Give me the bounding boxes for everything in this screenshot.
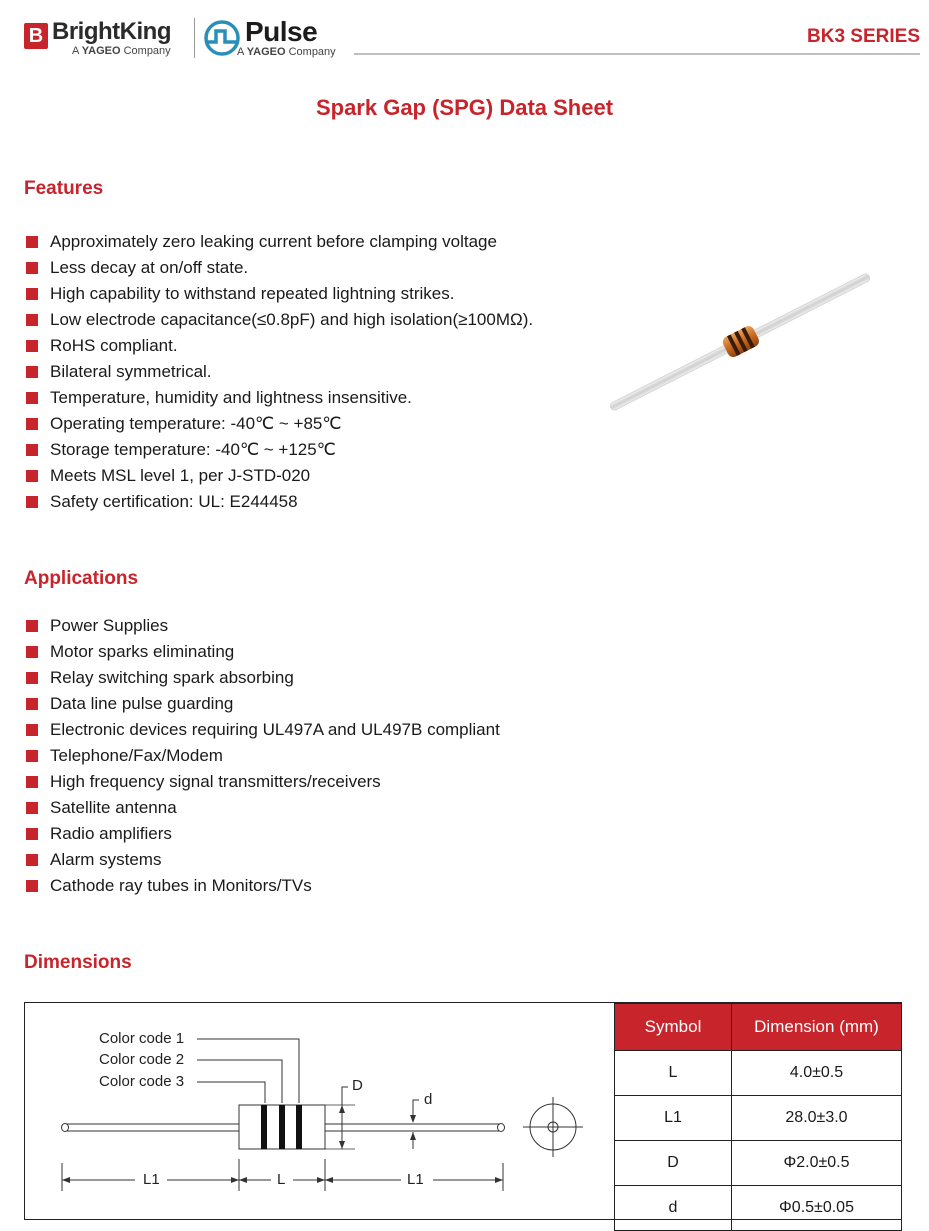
list-item-text: Less decay at on/off state. (50, 258, 249, 277)
dimension-drawing (25, 1003, 615, 1219)
list-item-text: Meets MSL level 1, per J-STD-020 (50, 466, 311, 485)
list-item (24, 847, 500, 873)
bullet-square-icon (26, 672, 38, 684)
bullet-square-icon (26, 620, 38, 632)
cell-dimension: Φ0.5±0.05 (732, 1186, 902, 1231)
spark-gap-component-image (600, 252, 880, 432)
list-item-text: Satellite antenna (50, 798, 177, 817)
bullet-square-icon (26, 854, 38, 866)
list-item (24, 281, 533, 307)
list-item (24, 437, 533, 463)
list-item-text: Electronic devices requiring UL497A and UL497B compliant (50, 720, 500, 739)
brightking-sub-company: Company (123, 45, 171, 57)
list-item (24, 333, 533, 359)
list-item-text: Cathode ray tubes in Monitors/TVs (50, 876, 312, 895)
bullet-square-icon (26, 288, 38, 300)
list-item-text: Motor sparks eliminating (50, 642, 235, 661)
list-item-text: High frequency signal transmitters/receivers (50, 772, 381, 791)
page-title: Spark Gap (SPG) Data Sheet (315, 95, 614, 120)
pulse-subtitle (237, 46, 336, 58)
page-header (0, 0, 929, 70)
table-row (615, 1141, 902, 1186)
list-item (24, 665, 500, 691)
cell-symbol: d (615, 1186, 732, 1231)
table-header-row (615, 1004, 902, 1051)
list-item (24, 743, 500, 769)
list-item (24, 821, 500, 847)
list-item-text: Radio amplifiers (50, 824, 172, 843)
color-code-2-label: Color code 2 (99, 1051, 185, 1068)
pulse-sub-company: Company (288, 46, 336, 58)
list-item (24, 359, 533, 385)
L1-right-label: L1 (407, 1171, 424, 1188)
list-item (24, 873, 500, 899)
bullet-square-icon (26, 314, 38, 326)
color-code-3-label: Color code 3 (99, 1073, 185, 1090)
dimensions-heading: Dimensions (24, 952, 132, 973)
list-item-text: High capability to withstand repeated lightning strikes. (50, 284, 455, 303)
applications-heading: Applications (24, 568, 139, 589)
cell-dimension: 4.0±0.5 (732, 1051, 902, 1096)
list-item (24, 613, 500, 639)
list-item (24, 255, 533, 281)
list-item-text: Storage temperature: -40℃ ~ +125℃ (50, 440, 336, 459)
list-item (24, 691, 500, 717)
table-row (615, 1096, 902, 1141)
list-item-text: Approximately zero leaking current before clamping voltage (50, 232, 497, 251)
list-item-text: Power Supplies (50, 616, 169, 635)
dimensions-panel (24, 1002, 902, 1220)
applications-list (24, 613, 500, 899)
list-item-text: Relay switching spark absorbing (50, 668, 294, 687)
list-item (24, 385, 533, 411)
bullet-square-icon (26, 340, 38, 352)
list-item-text: Low electrode capacitance(≤0.8pF) and high isolation(≥100MΩ). (50, 310, 534, 329)
list-item-text: Data line pulse guarding (50, 694, 234, 713)
bullet-square-icon (26, 418, 38, 430)
bullet-square-icon (26, 880, 38, 892)
table-row (615, 1186, 902, 1231)
features-list (24, 229, 533, 515)
brightking-sub-brand: YAGEO (81, 45, 121, 57)
bullet-square-icon (26, 724, 38, 736)
pulse-sub-a: A (237, 46, 244, 58)
list-item-text: Operating temperature: -40℃ ~ +85℃ (50, 414, 342, 433)
column-header-dimension: Dimension (mm) (732, 1004, 902, 1051)
bullet-square-icon (26, 496, 38, 508)
bullet-square-icon (26, 776, 38, 788)
brightking-name: BrightKing (52, 18, 171, 45)
list-item (24, 717, 500, 743)
bullet-square-icon (26, 262, 38, 274)
list-item (24, 769, 500, 795)
list-item (24, 307, 533, 333)
bullet-square-icon (26, 828, 38, 840)
cell-symbol: L1 (615, 1096, 732, 1141)
cell-dimension: Φ2.0±0.5 (732, 1141, 902, 1186)
list-item (24, 489, 533, 515)
dimensions-table (614, 1003, 902, 1231)
list-item (24, 463, 533, 489)
list-item-text: Temperature, humidity and lightness insensitive. (50, 388, 412, 407)
features-heading: Features (24, 178, 104, 199)
bullet-square-icon (26, 646, 38, 658)
list-item (24, 411, 533, 437)
pulse-mark-icon (203, 19, 241, 57)
pulse-name: Pulse (245, 16, 318, 47)
series-label: BK3 SERIES (807, 26, 920, 47)
brightking-sub-a: A (72, 45, 79, 57)
bullet-square-icon (26, 392, 38, 404)
table-row (615, 1051, 902, 1096)
list-item-text: Alarm systems (50, 850, 162, 869)
list-item (24, 639, 500, 665)
bullet-square-icon (26, 802, 38, 814)
bullet-square-icon (26, 698, 38, 710)
diameter-D-label: D (352, 1077, 363, 1094)
color-code-1-label: Color code 1 (99, 1030, 185, 1047)
bullet-square-icon (26, 750, 38, 762)
list-item-text: RoHS compliant. (50, 336, 178, 355)
bullet-square-icon (26, 236, 38, 248)
list-item (24, 229, 533, 255)
column-header-symbol: Symbol (615, 1004, 732, 1051)
cell-symbol: D (615, 1141, 732, 1186)
list-item-text: Telephone/Fax/Modem (50, 746, 223, 765)
bullet-square-icon (26, 444, 38, 456)
header-rule (354, 53, 920, 55)
cell-symbol: L (615, 1051, 732, 1096)
pulse-sub-brand: YAGEO (246, 46, 286, 58)
brightking-mark: B (24, 23, 48, 49)
list-item-text: Bilateral symmetrical. (50, 362, 212, 381)
list-item-text: Safety certification: UL: E244458 (50, 492, 298, 511)
diameter-d-label: d (424, 1091, 433, 1108)
brightking-subtitle (72, 45, 171, 57)
cell-dimension: 28.0±3.0 (732, 1096, 902, 1141)
bullet-square-icon (26, 366, 38, 378)
logo-divider (194, 18, 195, 58)
list-item (24, 795, 500, 821)
bullet-square-icon (26, 470, 38, 482)
L1-left-label: L1 (143, 1171, 160, 1188)
L-label: L (277, 1171, 286, 1188)
